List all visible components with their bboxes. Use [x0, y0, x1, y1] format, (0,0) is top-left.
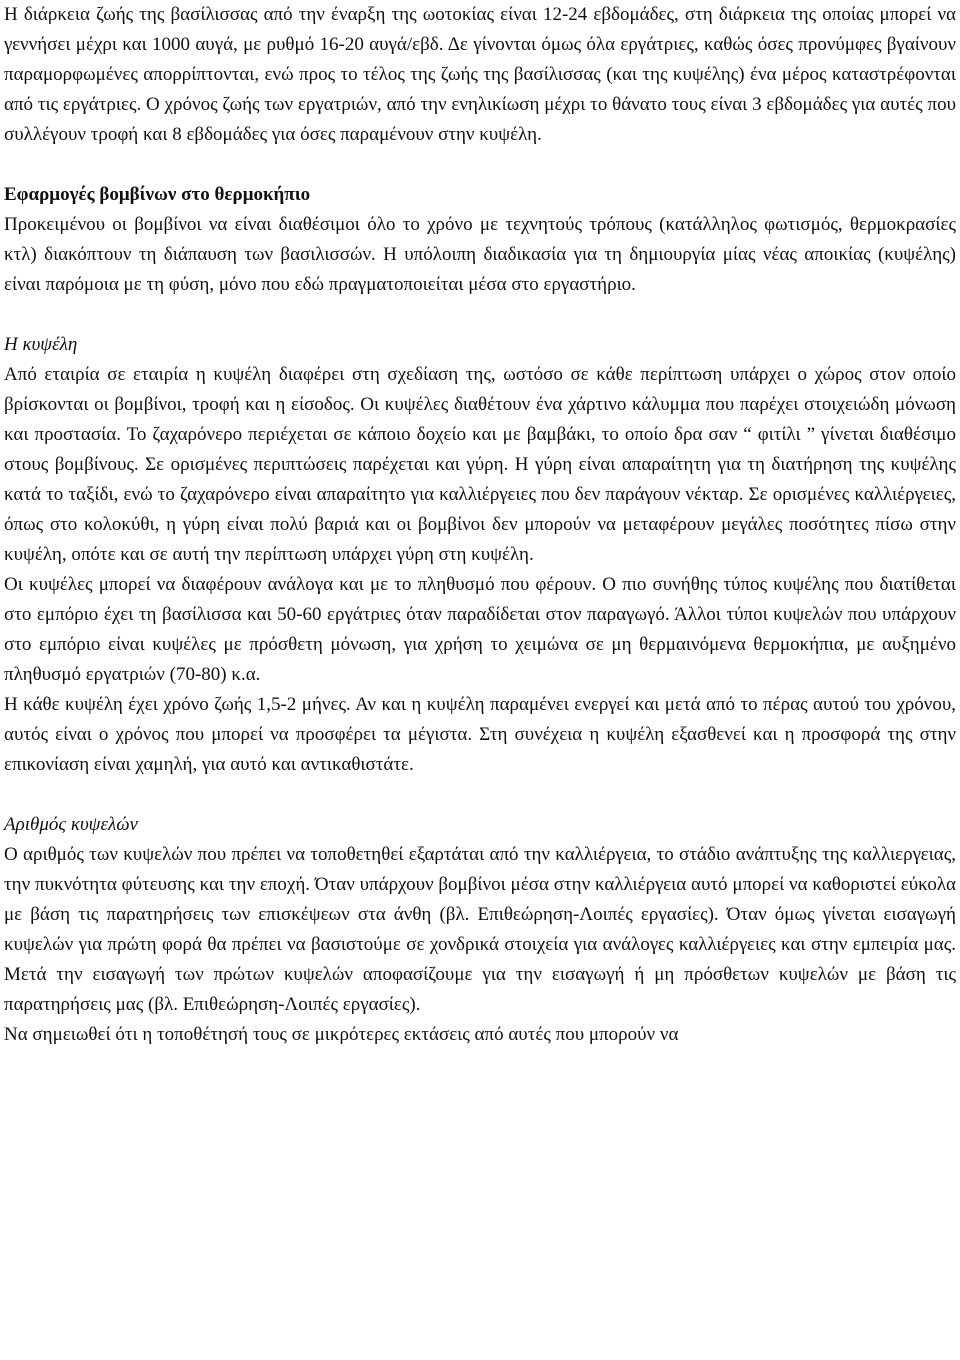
- paragraph-gap: [4, 300, 956, 330]
- hive-paragraph-1: Από εταιρία σε εταιρία η κυψέλη διαφέρει στη σχεδίαση της, ωστόσο σε κάθε περίπτωση υπάρχει ο χώρος στον οποίο βρίσκονται οι βομβίνοι, τροφή και η είσοδος. Οι κυψέλες διαθέτουν ένα χάρτινο κάλυμμα που παρέχει στοιχειώδη μόνωση και προστασία. Το ζαχαρόνερο περιέχεται σε κάποιο δοχείο και με βαμβάκι, το οποίο δρα σαν “ φιτίλι ” γίνεται διαθέσιμο στους βομβίνους. Σε ορισμένες περιπτώσεις παρέχεται και γύρη. Η γύρη είναι απαραίτητη για τη διατήρηση της κυψέλης κατά το ταξίδι, ενώ το ζαχαρόνερο είναι απαραίτητο για καλλιέργειες που δεν παράγουν νέκταρ. Σε ορισμένες καλλιέργειες, όπως στο κολοκύθι, η γύρη είναι πολύ βαριά και οι βομβίνοι δεν μπορούν να μεταφέρουν μεγάλες ποσότητες πίσω στην κυψέλη, οπότε και σε αυτή την περίπτωση υπάρχει γύρη στη κυψέλη.: [4, 364, 956, 565]
- section-title-hive-count: Αριθμός κυψελών: [4, 814, 138, 835]
- document-page: [4, 0, 956, 1050]
- hive-paragraph-3: Η κάθε κυψέλη έχει χρόνο ζωής 1,5-2 μήνες. Αν και η κυψέλη παραμένει ενεργεί και μετά από το πέρας αυτού του χρόνου, αυτός είναι ο χρόνος που μπορεί να προσφέρει τα μέγιστα. Στη συνέχεια η κυψέλη εξασθενεί και η προσφορά της στην επικονίαση είναι χαμηλή, για αυτό και αντικαθιστάτε.: [4, 694, 956, 775]
- section-title-greenhouse: Εφαρμογές βομβίνων στο θερμοκήπιο: [4, 184, 311, 205]
- paragraph-gap: [4, 150, 956, 180]
- paragraph-gap: [4, 780, 956, 810]
- greenhouse-paragraph: Προκειμένου οι βομβίνοι να είναι διαθέσιμοι όλο το χρόνο με τεχνητούς τρόπους (κατάλληλος φωτισμός, θερμοκρασίες κτλ) διακόπτουν τη διάπαυση των βασιλισσών. Η υπόλοιπη διαδικασία για τη δημιουργία μίας νέας αποικίας (κυψέλης) είναι παρόμοια με τη φύση, μόνο που εδώ πραγματοποιείται μέσα στο εργαστήριο.: [4, 214, 956, 295]
- hive-paragraph-2: Οι κυψέλες μπορεί να διαφέρουν ανάλογα και με το πληθυσμό που φέρουν. Ο πιο συνήθης τύπος κυψέλης που διατίθεται στο εμπόριο έχει τη βασίλισσα και 50-60 εργάτριες όταν παραδίδεται στον παραγωγό. Άλλοι τύποι κυψελών που υπάρχουν στο εμπόριο είναι κυψέλες με πρόσθετη μόνωση, για χρήση το χειμώνα σε μη θερμαινόμενα θερμοκήπια, με αυξημένο πληθυσμό εργατριών (70-80) κ.α.: [4, 574, 956, 685]
- hive-count-paragraph-1: Ο αριθμός των κυψελών που πρέπει να τοποθετηθεί εξαρτάται από την καλλιέργεια, το στάδιο ανάπτυξης της καλλιεργειας, την πυκνότητα φύτευσης και την εποχή. Όταν υπάρχουν βομβίνοι μέσα στην καλλιέργεια αυτό μπορεί να καθοριστεί εύκολα με βάση τις παρατηρήσεις των επισκέψεων στα άνθη (βλ. Επιθεώρηση-Λοιπές εργασίες). Όταν όμως γίνεται εισαγωγή κυψελών για πρώτη φορά θα πρέπει να βασιστούμε σε χονδρικά στοιχεία για ανάλογες καλλιέργειες και στην εμπειρία μας. Μετά την εισαγωγή των πρώτων κυψελών αποφασίζουμε για την εισαγωγή ή μη πρόσθετων κυψελών με βάση τις παρατηρήσεις μας (βλ. Επιθεώρηση-Λοιπές εργασίες).: [4, 844, 956, 1015]
- section-title-hive: Η κυψέλη: [4, 334, 78, 355]
- hive-count-paragraph-2: Να σημειωθεί ότι η τοποθέτησή τους σε μικρότερες εκτάσεις από αυτές που μπορούν να: [4, 1024, 679, 1045]
- intro-paragraph: Η διάρκεια ζωής της βασίλισσας από την έναρξη της ωοτοκίας είναι 12-24 εβδομάδες, στη διάρκεια της οποίας μπορεί να γεννήσει μέχρι και 1000 αυγά, με ρυθμό 16-20 αυγά/εβδ. Δε γίνονται όμως όλα εργάτριες, καθώς όσες προνύμφες βγαίνουν παραμορφωμένες απορρίπτονται, ενώ προς το τέλος της ζωής της βασίλισσας (και της κυψέλης) ένα μέρος καταστρέφονται από τις εργάτριες. Ο χρόνος ζωής των εργατριών, από την ενηλικίωση μέχρι το θάνατο τους είναι 3 εβδομάδες για αυτές που συλλέγουν τροφή και 8 εβδομάδες για όσες παραμένουν στην κυψέλη.: [4, 4, 956, 145]
